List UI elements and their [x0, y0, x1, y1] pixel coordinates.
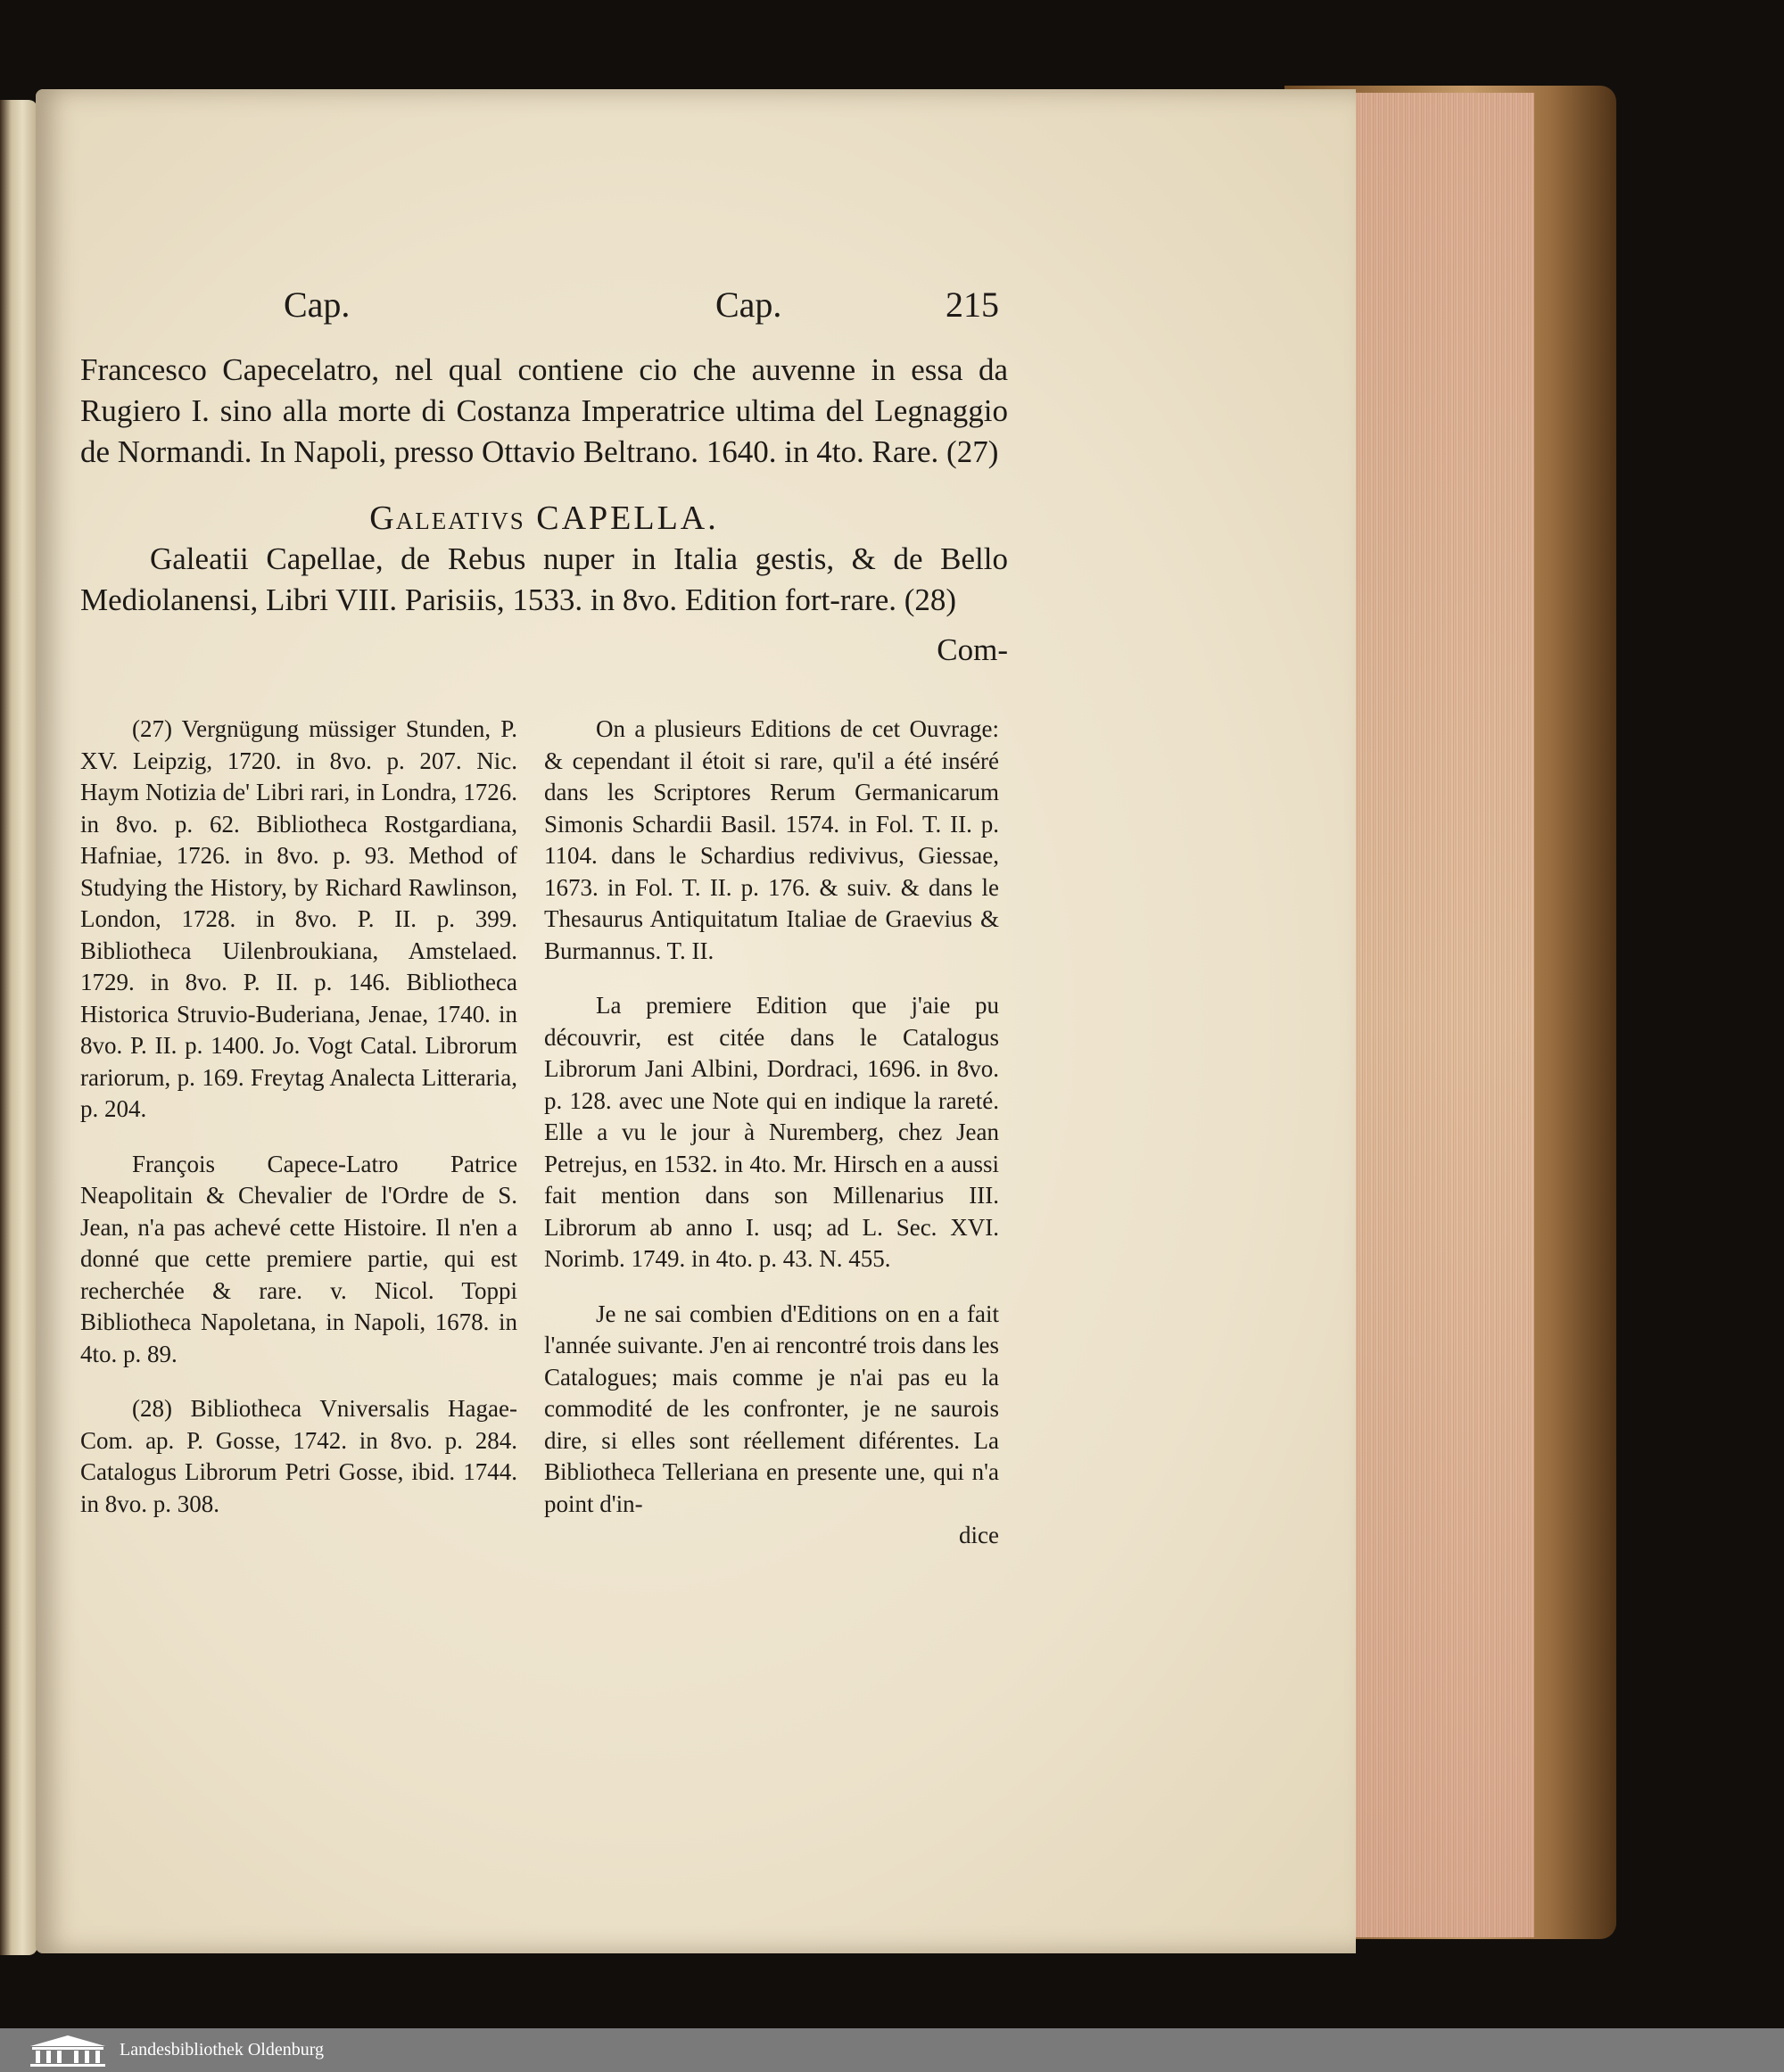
footnote-27: (27) Vergnügung müssiger Stunden, P. XV. Leipzig, 1720. in 8vo. p. 207. Nic. Haym Notizia de' Libri rari, in Londra, 1726. in 8vo. p. 62. Bibliotheca Rostgardiana, Hafniae, 1726. in 8vo. p. 93. Method of Studying the History, by Richard Rawlinson, London, 1728. in 8vo. P. II. p. 399. Bibliotheca Uilenbroukiana, Amstelaed. 1729. in 8vo. P. II. p. 146. Bibliotheca Historica Struvio-Buderiana, Jenae, 1740. in 8vo. P. II. p. 1400. Jo. Vogt Catal. Librorum rariorum, p. 169. Freytag Analecta Litteraria, p. 204. [80, 715, 517, 1122]
right-catchword: dice [959, 1522, 999, 1548]
library-building-icon [27, 2034, 109, 2068]
commentary-paragraph-2: La premiere Edition que j'aie pu découvrir, est citée dans le Catalogus Librorum Jani Albini, Dordraci, 1696. in 8vo. p. 128. avec une Note qui en indique la rareté. Elle a vu le jour à Nuremberg, chez Jean Petrejus, en 1532. in 4to. Mr. Hirsch en a aussi fait mention dans son Millenarius III. Librorum ab anno I. usq; ad L. Sec. XVI. Norimb. 1749. in 4to. p. 43. N. 455. [544, 992, 999, 1272]
author-surname: CAPELLA. [536, 499, 719, 537]
commentary-column-right [544, 714, 999, 1575]
main-paragraph: Francesco Capecelatro, nel qual contiene cio che auvenne in essa da Rugiero I. sino alla morte di Costanza Imperatrice ultima del Legnaggio de Normandi. In Napoli, presso Ottavio Beltrano. 1640. in 4to. Rare. (27) [80, 352, 1008, 469]
note-capece-latro: François Capece-Latro Patrice Neapolitain & Chevalier de l'Ordre de S. Jean, n'a pas achevé cette Histoire. Il n'en a donné que cette premiere partie, qui est recherchée & rare. v. Nicol. Toppi Bibliotheca Napoletana, in Napoli, 1678. in 4to. p. 89. [80, 1150, 517, 1367]
author-forename: Galeativs [369, 499, 525, 537]
footnote-28: (28) Bibliotheca Vniversalis Hagae-Com. ap. P. Gosse, 1742. in 8vo. p. 284. Catalogus Librorum Petri Gosse, ibid. 1744. in 8vo. p. 308. [80, 1395, 517, 1517]
header-center: Cap. [715, 285, 782, 325]
left-page-edge [0, 100, 37, 1955]
author-heading [80, 498, 1008, 539]
commentary-paragraph-3: Je ne sai combien d'Editions on en a fait l'année suivante. J'en ai rencontré trois dans les Catalogues; mais comme je n'ai pas eu la commodité de les confronter, je ne saurois dire, si elles sont réellement diférentes. La Bibliotheca Telleriana en presente une, qui n'a point d'in- [544, 1300, 999, 1517]
footer-bar [0, 2028, 1784, 2072]
commentary-paragraph-1: On a plusieurs Editions de cet Ouvrage: & cependant il étoit si rare, qu'il a été inséré dans les Scriptores Rerum Germanicarum Simonis Schardii Basil. 1574. in Fol. T. II. p. 1104. dans le Schardius redivivus, Giessae, 1673. in Fol. T. II. p. 176. & suiv. & dans le Thesaurus Antiquitatum Italiae de Graevius & Burmannus. T. II. [544, 715, 999, 964]
book-entry: Galeatii Capellae, de Rebus nuper in Italia gestis, & de Bello Mediolanensi, Libri VIII. Parisiis, 1533. in 8vo. Edition fort-rare. (28) [80, 541, 1008, 617]
catchword: Com- [937, 632, 1008, 667]
footnote-column-left [80, 714, 517, 1543]
header-left: Cap. [284, 285, 351, 325]
main-text [80, 350, 1008, 671]
running-header [80, 284, 1008, 337]
page-number: 215 [946, 285, 999, 325]
footer-label: Landesbibliothek Oldenburg [120, 2040, 325, 2060]
